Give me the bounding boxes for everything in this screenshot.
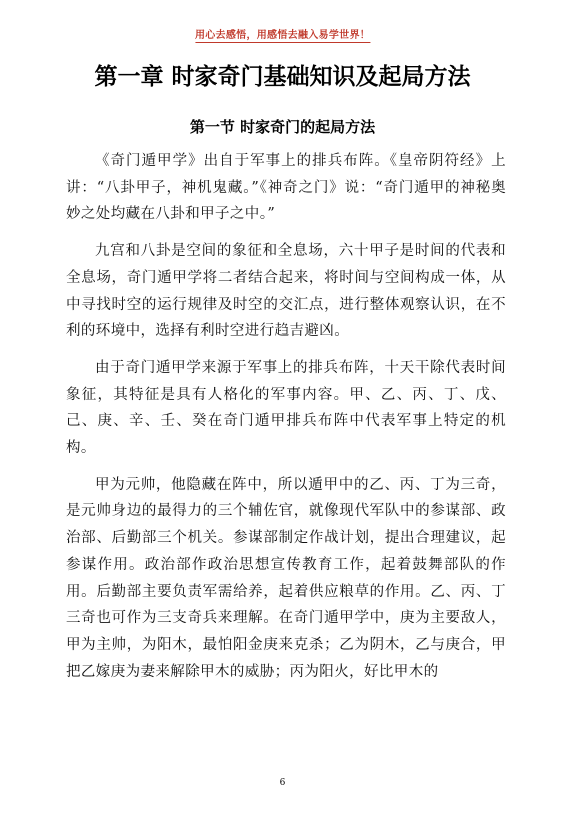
- section-title: 第一节 时家奇门的起局方法: [189, 118, 376, 136]
- chapter-title: 第一章 时家奇门基础知识及起局方法: [94, 64, 471, 90]
- page-number: 6: [279, 778, 286, 788]
- paragraph: 甲为元帅，他隐藏在阵中，所以遁甲中的乙、丙、丁为三奇，是元帅身边的最得力的三个辅佐官，就像现代军队中的参谋部、政治部、后勤部三个机关。参谋部制定作战计划，提出合理建议，起参谋作用。政治部作政治思想宣传教育工作，起着鼓舞部队的作用。后勤部主要负责军需给养，起着供应粮草的作用。乙、丙、丁三奇也可作为三支奇兵来理解。在奇门遁甲学中，庚为主要敌人，甲为主帅，为阳木，最怕阳金庚来克杀；乙为阴木，乙与庚合，甲把乙嫁庚为妻来解除甲木的威胁；丙为阳火，好比甲木的: [66, 476, 506, 680]
- paragraph: 九宫和八卦是空间的象征和全息场，六十甲子是时间的代表和全息场，奇门遁甲学将二者结合起来，将时间与空间构成一体，从中寻找时空的运行规律及时空的交汇点，进行整体观察认识，在不利的环境中，选择有利时空进行趋吉避凶。: [66, 243, 506, 340]
- paragraph: 《奇门遁甲学》出自于军事上的排兵布阵。《皇帝阴符经》上讲：“八卦甲子，神机鬼藏。”《神奇之门》说：“奇门遁甲的神秘奥妙之处均藏在八卦和甲子之中。”: [66, 153, 506, 223]
- paragraph: 由于奇门遁甲学来源于军事上的排兵布阵，十天干除代表时间象征，其特征是具有人格化的军事内容。甲、乙、丙、丁、戊、己、庚、辛、壬、癸在奇门遁甲排兵布阵中代表军事上特定的机构。: [66, 359, 506, 457]
- header-banner: 用心去感悟，用感悟去融入易学世界！: [195, 26, 370, 43]
- body-text: [66, 148, 506, 695]
